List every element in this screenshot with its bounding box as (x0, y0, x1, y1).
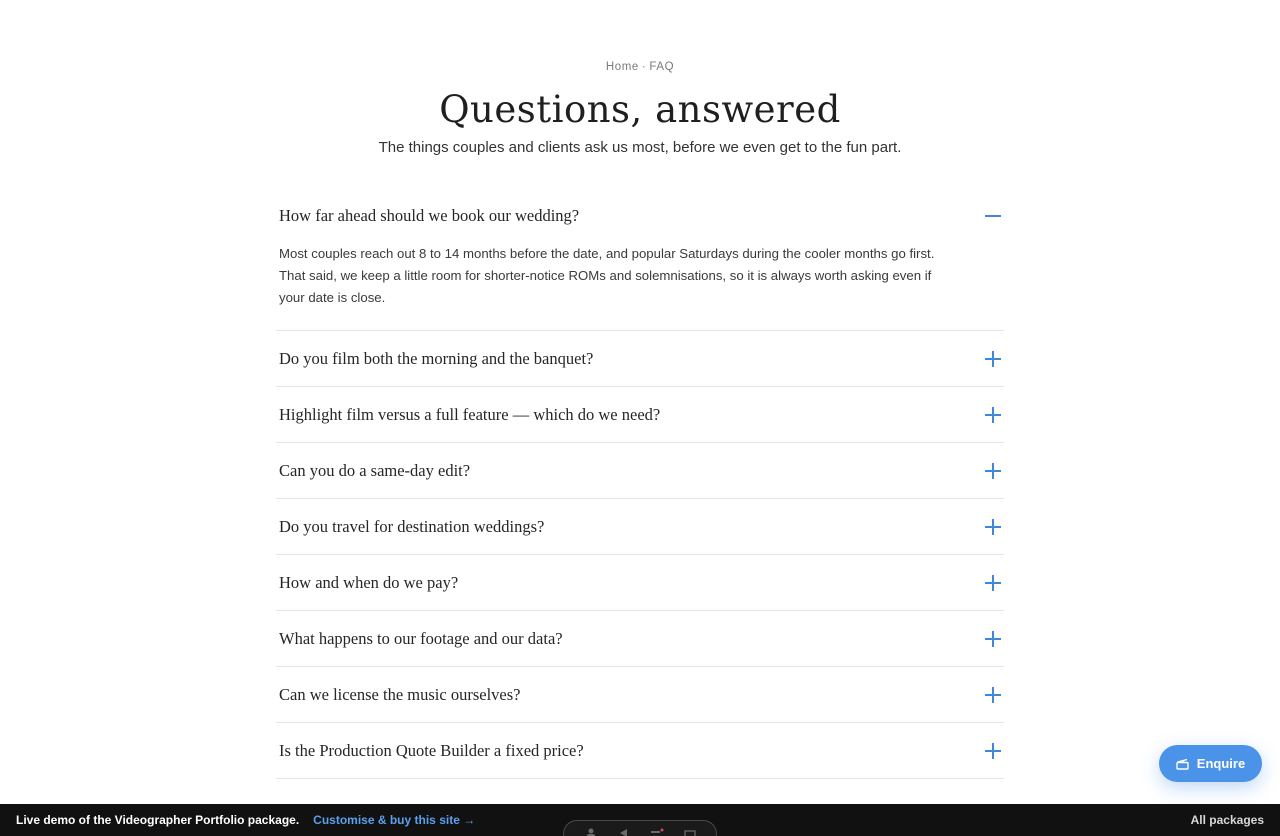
plus-icon[interactable] (985, 351, 1001, 367)
plus-icon[interactable] (985, 407, 1001, 423)
plus-icon[interactable] (985, 575, 1001, 591)
breadcrumb (0, 61, 1280, 73)
all-packages-link[interactable]: All packages (1190, 813, 1264, 827)
faq-accordion (276, 188, 1004, 779)
plus-icon[interactable] (985, 463, 1001, 479)
faq-question: Can we license the music ourselves? (279, 684, 521, 704)
plus-icon[interactable] (985, 519, 1001, 535)
faq-item (276, 555, 1004, 611)
demo-bar (0, 804, 1280, 836)
faq-item (276, 723, 1004, 779)
clapperboard-icon (1176, 758, 1189, 770)
faq-question-toggle[interactable] (276, 499, 1004, 554)
plus-icon[interactable] (985, 687, 1001, 703)
person-icon[interactable] (584, 827, 598, 836)
faq-question-toggle[interactable] (276, 331, 1004, 386)
faq-question: Highlight film versus a full feature — which do we need? (279, 404, 661, 424)
enquire-button[interactable] (1159, 745, 1262, 782)
faq-question: Do you film both the morning and the banquet? (279, 348, 594, 368)
faq-question: What happens to our footage and our data? (279, 628, 563, 648)
demo-bar-text: Live demo of the Videographer Portfolio package. (16, 813, 300, 827)
faq-question: How and when do we pay? (279, 572, 459, 592)
gift-icon[interactable] (683, 827, 697, 836)
faq-question-toggle[interactable] (276, 611, 1004, 666)
faq-item (276, 443, 1004, 499)
faq-item (276, 611, 1004, 667)
faq-question-toggle[interactable] (276, 387, 1004, 442)
faq-question-toggle[interactable] (276, 723, 1004, 778)
faq-item (276, 667, 1004, 723)
demo-toolbar (563, 820, 717, 836)
faq-question: Can you do a same-day edit? (279, 460, 471, 480)
plus-icon[interactable] (985, 631, 1001, 647)
faq-item (276, 499, 1004, 555)
faq-question-toggle[interactable] (276, 188, 1004, 243)
faq-question: Is the Production Quote Builder a fixed price? (279, 740, 584, 760)
faq-question-toggle[interactable] (276, 443, 1004, 498)
enquire-label: Enquire (1196, 756, 1246, 771)
faq-question: How far ahead should we book our wedding? (279, 205, 580, 225)
faq-question-toggle[interactable] (276, 555, 1004, 610)
faq-item (276, 188, 1004, 331)
minus-icon[interactable] (985, 208, 1001, 224)
page-subtitle: The things couples and clients ask us most, before we even get to the fun part. (378, 139, 902, 156)
faq-item (276, 387, 1004, 443)
page-title: Questions, answered (439, 88, 841, 131)
breadcrumb-separator: · (641, 61, 647, 73)
breadcrumb-home-link[interactable]: Home (605, 61, 639, 73)
plus-icon[interactable] (985, 743, 1001, 759)
notification-icon[interactable] (650, 827, 664, 836)
customise-buy-link[interactable]: Customise & buy this site → (313, 813, 476, 827)
megaphone-icon[interactable] (617, 827, 631, 836)
faq-question-toggle[interactable] (276, 667, 1004, 722)
faq-item (276, 331, 1004, 387)
faq-question: Do you travel for destination weddings? (279, 516, 545, 536)
faq-answer: Most couples reach out 8 to 14 months before the date, and popular Saturdays during the cooler months go first. That said, we keep a little room for shorter-notice ROMs and solemnisations, so it is always worth asking even if your date is close. (279, 246, 935, 305)
breadcrumb-current: FAQ (649, 61, 675, 73)
